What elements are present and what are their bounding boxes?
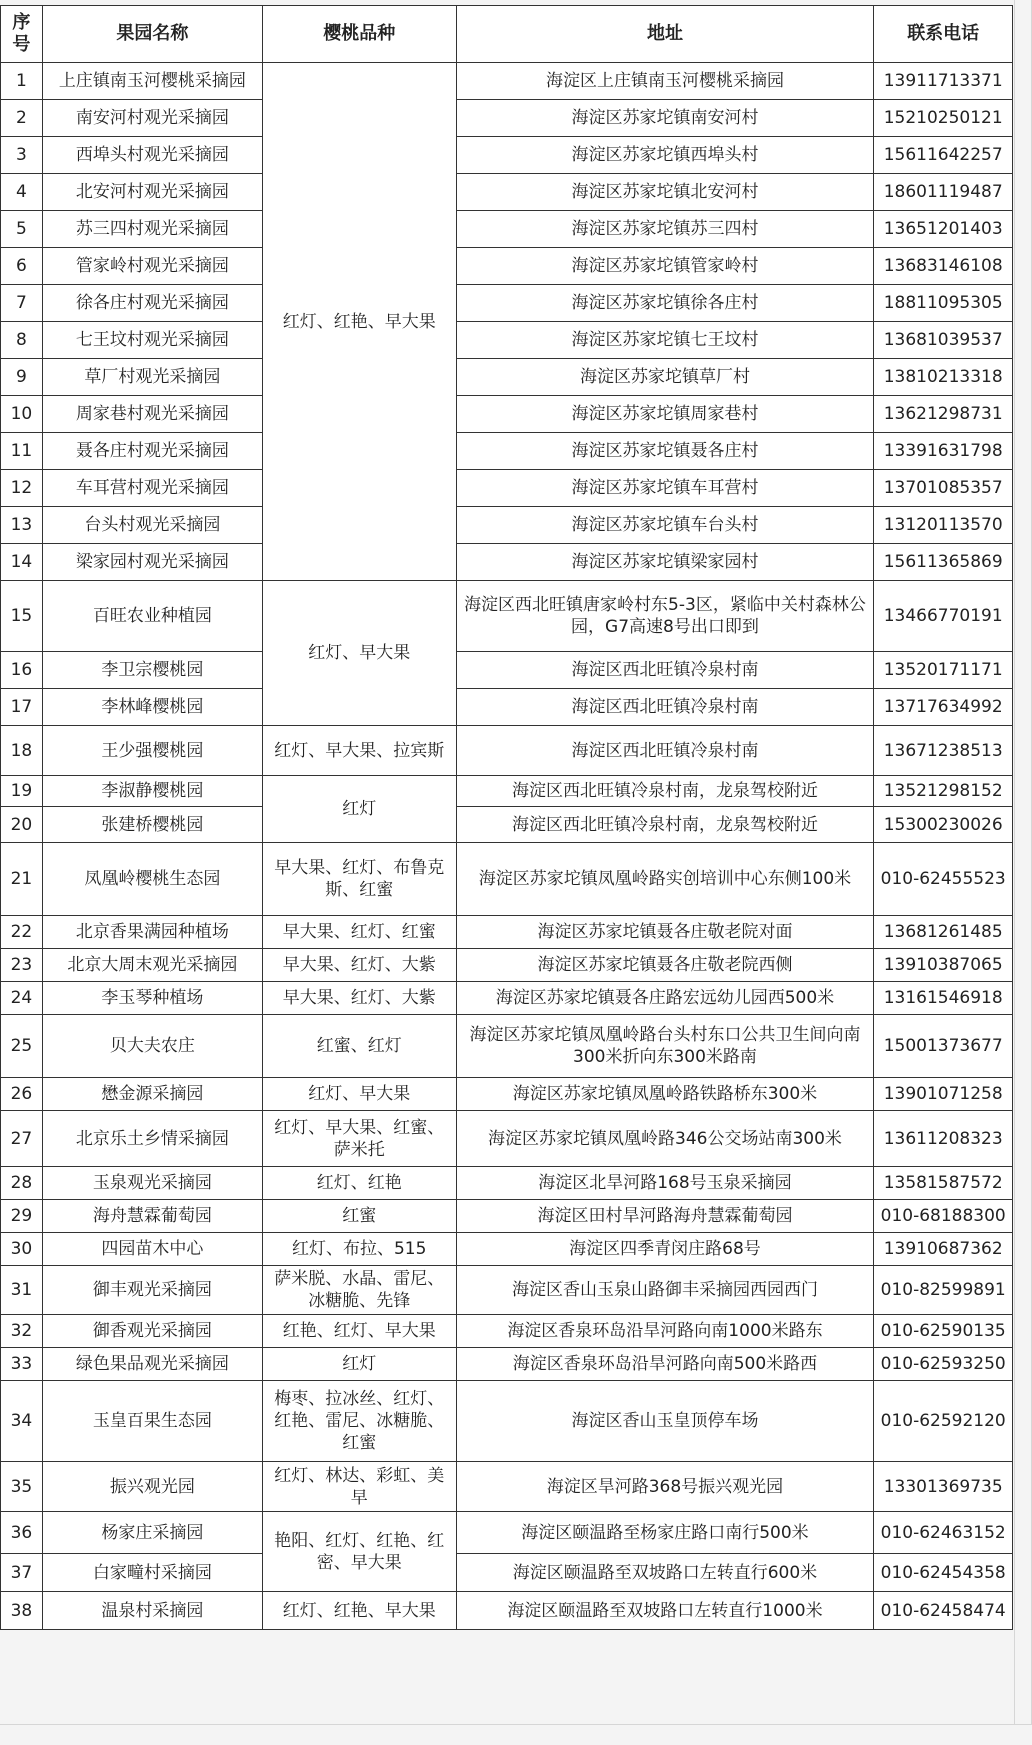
cell-id: 18 bbox=[1, 726, 43, 776]
cell-name: 草厂村观光采摘园 bbox=[42, 359, 262, 396]
cell-address: 海淀区苏家坨镇聂各庄敬老院西侧 bbox=[456, 949, 874, 982]
table-row bbox=[1, 211, 1013, 248]
cell-phone: 13120113570 bbox=[874, 507, 1013, 544]
cell-address: 海淀区上庄镇南玉河樱桃采摘园 bbox=[456, 63, 874, 100]
cell-phone: 15300230026 bbox=[874, 807, 1013, 843]
header-phone: 联系电话 bbox=[874, 6, 1013, 63]
table-row bbox=[1, 507, 1013, 544]
table-row bbox=[1, 652, 1013, 689]
cell-variety: 红蜜、红灯 bbox=[262, 1015, 456, 1078]
cell-address: 海淀区西北旺镇冷泉村南 bbox=[456, 652, 874, 689]
cell-id: 33 bbox=[1, 1348, 43, 1381]
cell-address: 海淀区西北旺镇唐家岭村东5-3区，紧临中关村森林公园，G7高速8号出口即到 bbox=[456, 581, 874, 652]
cell-id: 32 bbox=[1, 1315, 43, 1348]
table-row bbox=[1, 1381, 1013, 1462]
cell-phone: 13910687362 bbox=[874, 1233, 1013, 1266]
table-row bbox=[1, 1512, 1013, 1554]
cell-phone: 13681039537 bbox=[874, 322, 1013, 359]
cell-id: 27 bbox=[1, 1111, 43, 1167]
table-row bbox=[1, 285, 1013, 322]
cell-name: 周家巷村观光采摘园 bbox=[42, 396, 262, 433]
cell-address: 海淀区苏家坨镇车台头村 bbox=[456, 507, 874, 544]
cell-id: 2 bbox=[1, 100, 43, 137]
cell-variety: 红灯、布拉、515 bbox=[262, 1233, 456, 1266]
cell-address: 海淀区苏家坨镇草厂村 bbox=[456, 359, 874, 396]
cell-name: 百旺农业种植园 bbox=[42, 581, 262, 652]
cell-address: 海淀区香泉环岛沿旱河路向南500米路西 bbox=[456, 1348, 874, 1381]
cell-address: 海淀区苏家坨镇苏三四村 bbox=[456, 211, 874, 248]
cell-address: 海淀区苏家坨镇西埠头村 bbox=[456, 137, 874, 174]
cell-variety: 早大果、红灯、布鲁克斯、红蜜 bbox=[262, 843, 456, 916]
cell-id: 37 bbox=[1, 1554, 43, 1592]
cell-phone: 13651201403 bbox=[874, 211, 1013, 248]
table-row bbox=[1, 726, 1013, 776]
cell-name: 玉皇百果生态园 bbox=[42, 1381, 262, 1462]
cell-name: 梁家园村观光采摘园 bbox=[42, 544, 262, 581]
cell-name: 七王坟村观光采摘园 bbox=[42, 322, 262, 359]
table-row bbox=[1, 776, 1013, 807]
cell-id: 10 bbox=[1, 396, 43, 433]
table-row bbox=[1, 807, 1013, 843]
table-body bbox=[1, 63, 1013, 1630]
cell-phone: 13910387065 bbox=[874, 949, 1013, 982]
cell-variety: 红蜜 bbox=[262, 1200, 456, 1233]
cell-id: 13 bbox=[1, 507, 43, 544]
cell-variety: 红灯、林达、彩虹、美早 bbox=[262, 1462, 456, 1512]
cell-variety: 红灯 bbox=[262, 776, 456, 843]
cell-name: 张建桥樱桃园 bbox=[42, 807, 262, 843]
cell-name: 玉泉观光采摘园 bbox=[42, 1167, 262, 1200]
cell-variety: 红灯、红艳 bbox=[262, 1167, 456, 1200]
cell-address: 海淀区苏家坨镇聂各庄敬老院对面 bbox=[456, 916, 874, 949]
cell-address: 海淀区旱河路368号振兴观光园 bbox=[456, 1462, 874, 1512]
cell-id: 4 bbox=[1, 174, 43, 211]
table-row bbox=[1, 100, 1013, 137]
cell-phone: 18811095305 bbox=[874, 285, 1013, 322]
cell-address: 海淀区颐温路至双坡路口左转直行1000米 bbox=[456, 1592, 874, 1630]
table-row bbox=[1, 1200, 1013, 1233]
cell-phone: 13520171171 bbox=[874, 652, 1013, 689]
cell-phone: 13521298152 bbox=[874, 776, 1013, 807]
cell-address: 海淀区苏家坨镇凤凰岭路铁路桥东300米 bbox=[456, 1078, 874, 1111]
cell-id: 36 bbox=[1, 1512, 43, 1554]
cell-address: 海淀区颐温路至杨家庄路口南行500米 bbox=[456, 1512, 874, 1554]
cell-phone: 13701085357 bbox=[874, 470, 1013, 507]
cell-phone: 18601119487 bbox=[874, 174, 1013, 211]
cell-phone: 13717634992 bbox=[874, 689, 1013, 726]
cell-id: 35 bbox=[1, 1462, 43, 1512]
cell-address: 海淀区苏家坨镇凤凰岭路台头村东口公共卫生间向南300米折向东300米路南 bbox=[456, 1015, 874, 1078]
cell-id: 1 bbox=[1, 63, 43, 100]
table-row bbox=[1, 248, 1013, 285]
cell-phone: 010-62455523 bbox=[874, 843, 1013, 916]
cell-id: 5 bbox=[1, 211, 43, 248]
cell-address: 海淀区苏家坨镇北安河村 bbox=[456, 174, 874, 211]
table-row bbox=[1, 396, 1013, 433]
table-row bbox=[1, 1167, 1013, 1200]
cell-address: 海淀区四季青闵庄路68号 bbox=[456, 1233, 874, 1266]
cell-id: 20 bbox=[1, 807, 43, 843]
cell-address: 海淀区苏家坨镇徐各庄村 bbox=[456, 285, 874, 322]
cell-name: 车耳营村观光采摘园 bbox=[42, 470, 262, 507]
cell-address: 海淀区苏家坨镇凤凰岭路实创培训中心东侧100米 bbox=[456, 843, 874, 916]
cell-name: 李林峰樱桃园 bbox=[42, 689, 262, 726]
cell-id: 38 bbox=[1, 1592, 43, 1630]
cell-address: 海淀区西北旺镇冷泉村南 bbox=[456, 689, 874, 726]
cell-id: 3 bbox=[1, 137, 43, 174]
cell-phone: 13466770191 bbox=[874, 581, 1013, 652]
header-variety: 樱桃品种 bbox=[262, 6, 456, 63]
cell-name: 白家疃村采摘园 bbox=[42, 1554, 262, 1592]
cell-address: 海淀区西北旺镇冷泉村南，龙泉驾校附近 bbox=[456, 807, 874, 843]
table-row bbox=[1, 433, 1013, 470]
cell-name: 杨家庄采摘园 bbox=[42, 1512, 262, 1554]
cell-phone: 010-62463152 bbox=[874, 1512, 1013, 1554]
cell-name: 南安河村观光采摘园 bbox=[42, 100, 262, 137]
cell-id: 24 bbox=[1, 982, 43, 1015]
cell-name: 李玉琴种植场 bbox=[42, 982, 262, 1015]
cell-variety: 红灯、早大果 bbox=[262, 1078, 456, 1111]
cell-variety: 早大果、红灯、红蜜 bbox=[262, 916, 456, 949]
table-row bbox=[1, 1266, 1013, 1315]
cell-name: 懋金源采摘园 bbox=[42, 1078, 262, 1111]
cell-address: 海淀区苏家坨镇聂各庄村 bbox=[456, 433, 874, 470]
cell-id: 28 bbox=[1, 1167, 43, 1200]
cell-variety: 红艳、红灯、早大果 bbox=[262, 1315, 456, 1348]
cell-address: 海淀区北旱河路168号玉泉采摘园 bbox=[456, 1167, 874, 1200]
cell-phone: 010-62590135 bbox=[874, 1315, 1013, 1348]
table-row bbox=[1, 1348, 1013, 1381]
cell-phone: 13671238513 bbox=[874, 726, 1013, 776]
cell-id: 17 bbox=[1, 689, 43, 726]
cell-variety: 红灯 bbox=[262, 1348, 456, 1381]
cell-phone: 13391631798 bbox=[874, 433, 1013, 470]
cell-address: 海淀区苏家坨镇聂各庄路宏远幼儿园西500米 bbox=[456, 982, 874, 1015]
cell-phone: 15611365869 bbox=[874, 544, 1013, 581]
cell-id: 25 bbox=[1, 1015, 43, 1078]
cell-phone: 13621298731 bbox=[874, 396, 1013, 433]
cell-address: 海淀区苏家坨镇周家巷村 bbox=[456, 396, 874, 433]
header-address: 地址 bbox=[456, 6, 874, 63]
cell-phone: 010-82599891 bbox=[874, 1266, 1013, 1315]
cell-address: 海淀区香山玉皇顶停车场 bbox=[456, 1381, 874, 1462]
table-row bbox=[1, 544, 1013, 581]
cell-name: 四园苗木中心 bbox=[42, 1233, 262, 1266]
cell-id: 26 bbox=[1, 1078, 43, 1111]
table-row bbox=[1, 581, 1013, 652]
cell-id: 23 bbox=[1, 949, 43, 982]
table-row bbox=[1, 1554, 1013, 1592]
cell-id: 30 bbox=[1, 1233, 43, 1266]
cell-address: 海淀区香山玉泉山路御丰采摘园西园西门 bbox=[456, 1266, 874, 1315]
cell-name: 温泉村采摘园 bbox=[42, 1592, 262, 1630]
cell-variety: 早大果、红灯、大紫 bbox=[262, 982, 456, 1015]
cell-name: 海舟慧霖葡萄园 bbox=[42, 1200, 262, 1233]
cell-variety: 红灯、红艳、早大果 bbox=[262, 63, 456, 581]
cell-address: 海淀区香泉环岛沿旱河路向南1000米路东 bbox=[456, 1315, 874, 1348]
cell-id: 16 bbox=[1, 652, 43, 689]
cell-phone: 13681261485 bbox=[874, 916, 1013, 949]
cell-name: 李淑静樱桃园 bbox=[42, 776, 262, 807]
table-row bbox=[1, 1111, 1013, 1167]
cell-phone: 13161546918 bbox=[874, 982, 1013, 1015]
bottom-gutter bbox=[0, 1724, 1032, 1745]
cell-address: 海淀区苏家坨镇南安河村 bbox=[456, 100, 874, 137]
cell-id: 12 bbox=[1, 470, 43, 507]
cell-name: 西埠头村观光采摘园 bbox=[42, 137, 262, 174]
cell-name: 上庄镇南玉河樱桃采摘园 bbox=[42, 63, 262, 100]
cell-phone: 13581587572 bbox=[874, 1167, 1013, 1200]
cell-id: 22 bbox=[1, 916, 43, 949]
cell-phone: 15001373677 bbox=[874, 1015, 1013, 1078]
table-row bbox=[1, 322, 1013, 359]
cell-id: 19 bbox=[1, 776, 43, 807]
cell-id: 6 bbox=[1, 248, 43, 285]
cell-phone: 13901071258 bbox=[874, 1078, 1013, 1111]
cell-name: 管家岭村观光采摘园 bbox=[42, 248, 262, 285]
cell-phone: 13911713371 bbox=[874, 63, 1013, 100]
cell-address: 海淀区田村旱河路海舟慧霖葡萄园 bbox=[456, 1200, 874, 1233]
cell-name: 苏三四村观光采摘园 bbox=[42, 211, 262, 248]
cell-address: 海淀区苏家坨镇凤凰岭路346公交场站南300米 bbox=[456, 1111, 874, 1167]
cell-variety: 梅枣、拉冰丝、红灯、红艳、雷尼、冰糖脆、红蜜 bbox=[262, 1381, 456, 1462]
table-row bbox=[1, 1462, 1013, 1512]
table-row bbox=[1, 843, 1013, 916]
table-row bbox=[1, 982, 1013, 1015]
cell-name: 王少强樱桃园 bbox=[42, 726, 262, 776]
cell-address: 海淀区西北旺镇冷泉村南 bbox=[456, 726, 874, 776]
table-row bbox=[1, 1592, 1013, 1630]
cell-phone: 010-68188300 bbox=[874, 1200, 1013, 1233]
cell-id: 7 bbox=[1, 285, 43, 322]
cell-phone: 010-62454358 bbox=[874, 1554, 1013, 1592]
cell-address: 海淀区西北旺镇冷泉村南，龙泉驾校附近 bbox=[456, 776, 874, 807]
cell-name: 御香观光采摘园 bbox=[42, 1315, 262, 1348]
cell-name: 北京乐土乡情采摘园 bbox=[42, 1111, 262, 1167]
table-row bbox=[1, 689, 1013, 726]
cell-name: 绿色果品观光采摘园 bbox=[42, 1348, 262, 1381]
table-row bbox=[1, 1233, 1013, 1266]
table-row bbox=[1, 1315, 1013, 1348]
cell-phone: 010-62458474 bbox=[874, 1592, 1013, 1630]
cell-address: 海淀区苏家坨镇梁家园村 bbox=[456, 544, 874, 581]
cell-phone: 15210250121 bbox=[874, 100, 1013, 137]
cell-variety: 艳阳、红灯、红艳、红密、早大果 bbox=[262, 1512, 456, 1592]
cell-phone: 13683146108 bbox=[874, 248, 1013, 285]
table-row bbox=[1, 916, 1013, 949]
cell-phone: 13810213318 bbox=[874, 359, 1013, 396]
table-row bbox=[1, 1015, 1013, 1078]
cell-variety: 萨米脱、水晶、雷尼、冰糖脆、先锋 bbox=[262, 1266, 456, 1315]
cell-id: 11 bbox=[1, 433, 43, 470]
cell-variety: 红灯、早大果 bbox=[262, 581, 456, 726]
cell-name: 聂各庄村观光采摘园 bbox=[42, 433, 262, 470]
cell-variety: 早大果、红灯、大紫 bbox=[262, 949, 456, 982]
cell-variety: 红灯、红艳、早大果 bbox=[262, 1592, 456, 1630]
cell-name: 御丰观光采摘园 bbox=[42, 1266, 262, 1315]
cell-name: 凤凰岭樱桃生态园 bbox=[42, 843, 262, 916]
cell-id: 14 bbox=[1, 544, 43, 581]
cell-id: 9 bbox=[1, 359, 43, 396]
cell-name: 北京香果满园种植场 bbox=[42, 916, 262, 949]
cell-phone: 13611208323 bbox=[874, 1111, 1013, 1167]
cell-name: 振兴观光园 bbox=[42, 1462, 262, 1512]
table-row bbox=[1, 63, 1013, 100]
cell-phone: 13301369735 bbox=[874, 1462, 1013, 1512]
cell-address: 海淀区苏家坨镇七王坟村 bbox=[456, 322, 874, 359]
header-name: 果园名称 bbox=[42, 6, 262, 63]
cell-variety: 红灯、早大果、红蜜、萨米托 bbox=[262, 1111, 456, 1167]
cell-address: 海淀区颐温路至双坡路口左转直行600米 bbox=[456, 1554, 874, 1592]
cell-id: 29 bbox=[1, 1200, 43, 1233]
table-row bbox=[1, 1078, 1013, 1111]
cell-name: 李卫宗樱桃园 bbox=[42, 652, 262, 689]
cell-id: 8 bbox=[1, 322, 43, 359]
cell-id: 34 bbox=[1, 1381, 43, 1462]
cell-phone: 15611642257 bbox=[874, 137, 1013, 174]
cell-name: 台头村观光采摘园 bbox=[42, 507, 262, 544]
cell-name: 北京大周末观光采摘园 bbox=[42, 949, 262, 982]
table-row bbox=[1, 137, 1013, 174]
cell-name: 北安河村观光采摘园 bbox=[42, 174, 262, 211]
cell-address: 海淀区苏家坨镇车耳营村 bbox=[456, 470, 874, 507]
table-row bbox=[1, 359, 1013, 396]
table-row bbox=[1, 470, 1013, 507]
table-row bbox=[1, 174, 1013, 211]
cell-name: 徐各庄村观光采摘园 bbox=[42, 285, 262, 322]
cell-name: 贝大夫农庄 bbox=[42, 1015, 262, 1078]
grid-line bbox=[1014, 0, 1015, 1744]
header-id: 序号 bbox=[1, 6, 43, 63]
orchard-table bbox=[0, 5, 1013, 1630]
cell-id: 31 bbox=[1, 1266, 43, 1315]
header-row bbox=[1, 6, 1013, 63]
cell-address: 海淀区苏家坨镇管家岭村 bbox=[456, 248, 874, 285]
cell-id: 21 bbox=[1, 843, 43, 916]
cell-id: 15 bbox=[1, 581, 43, 652]
cell-variety: 红灯、早大果、拉宾斯 bbox=[262, 726, 456, 776]
table-row bbox=[1, 949, 1013, 982]
cell-phone: 010-62592120 bbox=[874, 1381, 1013, 1462]
cell-phone: 010-62593250 bbox=[874, 1348, 1013, 1381]
